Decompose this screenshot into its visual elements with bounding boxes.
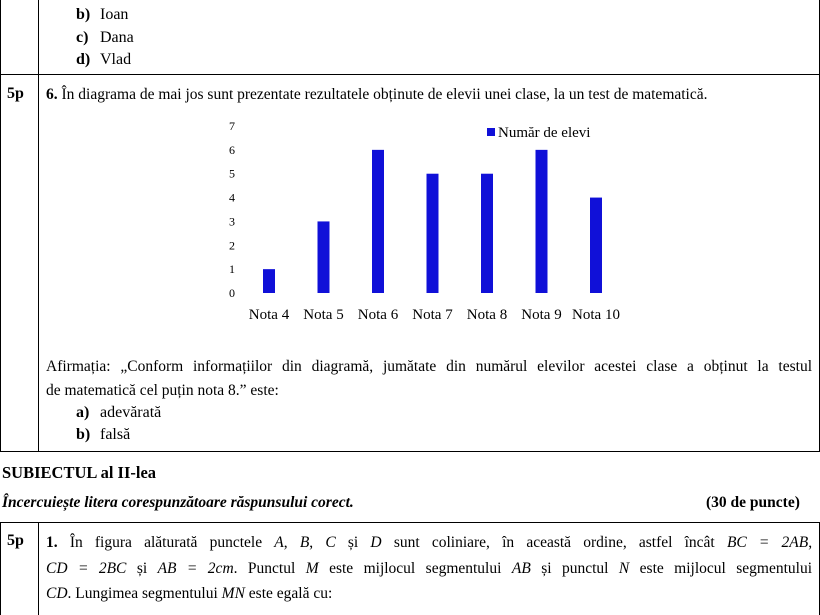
q2-1-line1: 1. În figura alăturată punctele A, B, C și D sunt coliniare, în această ordine, astfel încât BC = 2AB, — [46, 534, 813, 551]
q6-statement-line2: de matematică cel puțin nota 8.” este: — [46, 382, 279, 399]
option-text: Ioan — [100, 6, 129, 23]
table-col-divider — [38, 0, 39, 452]
q6-question — [46, 85, 708, 105]
option-letter: c) — [76, 29, 89, 46]
x-tick-label: Nota 7 — [412, 307, 453, 323]
segment-AB: AB — [511, 560, 531, 577]
bar — [427, 174, 439, 293]
q2-1-text-d: este mijlocul segmentului — [329, 560, 502, 577]
q5-option-c[interactable] — [76, 28, 134, 48]
and-1: și — [347, 534, 359, 551]
and-2: și — [136, 560, 148, 577]
equation-3: AB = 2cm — [157, 560, 234, 577]
equation-2: CD = 2BC — [46, 560, 127, 577]
option-letter: d) — [76, 51, 91, 68]
y-tick-label: 4 — [229, 190, 235, 205]
table-bottom-border — [0, 451, 820, 452]
option-letter: b) — [76, 426, 91, 443]
table-left-border — [0, 0, 1, 452]
table2-col-divider — [38, 522, 39, 615]
q2-1-text-b: sunt coliniare, în această ordine, astfel încât — [393, 534, 715, 551]
bar-chart — [220, 115, 660, 330]
bar — [263, 269, 275, 293]
y-tick-label: 1 — [229, 262, 235, 277]
point-B: B — [299, 534, 310, 551]
x-axis-labels — [249, 307, 620, 323]
point-D: D — [370, 534, 382, 551]
q6-points: 5p — [7, 85, 24, 102]
x-tick-label: Nota 10 — [572, 307, 620, 323]
bar — [536, 150, 548, 293]
row-divider — [0, 74, 820, 75]
q2-1-text-g: . Lungimea segmentului — [67, 585, 218, 602]
x-tick-label: Nota 9 — [521, 307, 562, 323]
q2-1-number: 1. — [46, 534, 58, 551]
x-tick-label: Nota 6 — [357, 307, 399, 323]
bar — [372, 150, 384, 293]
q2-1-points: 5p — [7, 532, 24, 549]
option-text: Vlad — [100, 51, 132, 68]
y-tick-label: 0 — [229, 286, 235, 300]
segment-CD: CD — [46, 585, 68, 602]
legend-label: Număr de elevi — [498, 125, 591, 141]
q2-1-text-h: este egală cu: — [248, 585, 333, 602]
q2-1-line2 — [46, 556, 812, 582]
segment-MN: MN — [221, 585, 245, 602]
table2-top-border — [0, 522, 820, 523]
y-tick-label: 6 — [229, 142, 235, 157]
legend-swatch — [487, 128, 495, 136]
bar — [590, 198, 602, 293]
q5-option-b[interactable] — [76, 5, 128, 25]
legend — [487, 125, 590, 141]
section-title: SUBIECTUL al II-lea — [2, 463, 157, 482]
y-tick-label: 2 — [229, 238, 235, 253]
x-tick-label: Nota 5 — [303, 307, 344, 323]
point-C: C — [325, 534, 336, 551]
point-M: M — [305, 560, 319, 577]
y-tick-label: 7 — [229, 119, 235, 133]
q2-1-text-e: și punctul — [541, 560, 609, 577]
q6-statement-line1: Afirmația: „Conform informațiilor din diagramă, jumătate din numărul elevilor acestei clase a obținut la testul — [46, 358, 812, 375]
q5-option-d[interactable] — [76, 50, 131, 70]
section-instruction: Încercuiește litera corespunzătoare răspunsului corect. — [2, 494, 354, 511]
bars — [263, 150, 602, 293]
q6-text: În diagrama de mai jos sunt prezentate rezultatele obținute de elevii unei clase, la un test de matematică. — [61, 86, 708, 103]
option-text: Dana — [100, 29, 134, 46]
y-axis-labels — [229, 119, 235, 300]
q6-option-b[interactable] — [76, 425, 130, 445]
y-tick-label: 3 — [229, 214, 235, 229]
q6-number: 6. — [46, 86, 58, 103]
point-A: A — [274, 534, 284, 551]
option-text: adevărată — [100, 404, 162, 421]
x-tick-label: Nota 8 — [466, 307, 508, 323]
option-text: falsă — [100, 426, 131, 443]
option-letter: b) — [76, 6, 91, 23]
equation-1: BC = 2AB — [726, 534, 809, 551]
q2-1-text-c: . Punctul — [233, 560, 296, 577]
y-tick-label: 5 — [229, 166, 235, 181]
q2-1-text-a: În figura alăturată punctele — [69, 534, 263, 551]
option-letter: a) — [76, 404, 90, 421]
table2-left-border — [0, 522, 1, 615]
q2-1-line3 — [46, 584, 332, 604]
q2-1-text-f: este mijlocul segmentului — [639, 560, 813, 577]
x-tick-label: Nota 4 — [248, 307, 290, 323]
bar — [481, 174, 493, 293]
q6-option-a[interactable] — [76, 403, 161, 423]
bar — [318, 221, 330, 293]
point-N: N — [618, 560, 630, 577]
section-score: (30 de puncte) — [706, 494, 800, 511]
